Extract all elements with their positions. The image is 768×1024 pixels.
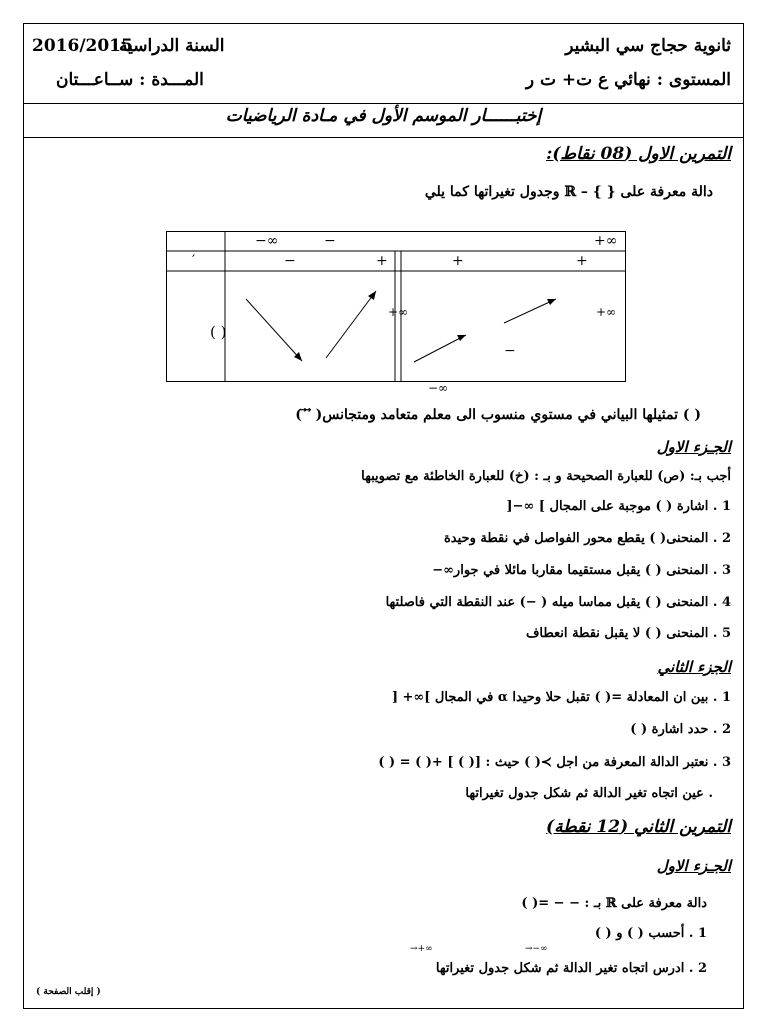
- ex1-part1-item-5: 5 . المنحنى ( ) لا يقبل نقطة انعطاف: [525, 626, 731, 641]
- arrow-increasing-1: [326, 291, 376, 358]
- table-x-plus-inf: +∞: [594, 233, 618, 249]
- ex1-part2-item-1: 1 . بين ان المعادلة =( ) تقبل حلا وحيدا α في المجال ]∞+ [: [391, 690, 731, 705]
- table-sign-2: +: [376, 253, 388, 269]
- variation-table: [166, 231, 626, 395]
- ex1-part2-item-2: 2 . حدد اشارة ( ): [630, 722, 731, 737]
- ex1-part2-title: الجزء الثاني: [657, 658, 731, 676]
- table-value-minus: −: [504, 343, 516, 359]
- table-sign-4: +: [576, 253, 588, 269]
- arrow-decreasing-1: [246, 299, 302, 361]
- exercise1-intro: دالة معرفة على { } – ℝ وجدول تغيراتها كما يلي: [424, 184, 713, 200]
- table-x-minus-inf: −∞: [255, 233, 279, 249]
- table-value-plus-inf-1: +∞: [388, 305, 409, 319]
- table-derivative-label: ′: [192, 253, 196, 269]
- ex1-part1-item-3: 3 . المنحنى ( ) يقبل مستقيما مقاربا مائلا في جوار∞−: [432, 563, 731, 578]
- school-year-label: السنة الدراسية: [119, 36, 225, 56]
- turn-page-note: ( إقلب الصفحة ): [36, 987, 101, 997]
- header-divider: [24, 103, 743, 104]
- table-value-plus-inf-2: +∞: [596, 305, 617, 319]
- exercise2-title: التمرين الثاني (12 نقطة): [546, 817, 731, 837]
- ex2-part1-item-2: 2 . ادرس اتجاه تغير الدالة ثم شكل جدول تغيراتها: [435, 961, 707, 976]
- exam-page: [23, 23, 744, 1009]
- ex2-part1-item-1: 1 . أحسب ( ) و ( ): [594, 926, 707, 941]
- table-sign-3: +: [452, 253, 464, 269]
- exam-title: إختبــــــار الموسم الأول في مـادة الرياضيات: [225, 106, 542, 126]
- ex1-part1-item-1: 1 . اشارة ( ) موجبة على المجال ] ∞−[: [506, 499, 731, 514]
- table-function-label: ( ): [210, 323, 227, 341]
- curve-definition: ( ) تمثيلها البياني في مستوي منسوب الى معلم متعامد ومتجانس( ⃗ ⃗ ): [295, 407, 701, 423]
- exercise1-title: التمرين الاول (08 نقاط):: [546, 144, 731, 164]
- ex1-part1-item-4: 4 . المنحنى ( ) يقبل مماسا ميله ( −) عند النقطة التي فاصلتها: [385, 595, 731, 610]
- school-name: ثانوية حجاج سي البشير: [565, 36, 731, 56]
- school-year: 2016/2015: [32, 36, 133, 56]
- ex2-limit-minus-inf: →−∞: [525, 944, 548, 954]
- ex1-part2-item-3b: . عين اتجاه تغير الدالة ثم شكل جدول تغيراتها: [465, 786, 713, 801]
- level-line: المستوى : نهائي ع ت+ ت ر: [525, 70, 731, 90]
- ex1-part1-instruction: أجب بـ: (ص) للعبارة الصحيحة و بـ : (خ) للعبارة الخاطئة مع تصويبها: [361, 469, 731, 484]
- arrow-increasing-2: [414, 335, 466, 362]
- table-value-minus-inf: −∞: [428, 381, 449, 395]
- ex1-part2-item-3: 3 . نعتبر الدالة المعرفة من اجل ≻( ) حيث : [( ) ] +( ) = ( ): [378, 755, 731, 770]
- table-x-mid: −: [324, 233, 336, 249]
- duration-line: المـــدة : ســاعـــتان: [56, 70, 204, 90]
- ex1-part1-title: الجـزء الاول: [656, 438, 731, 456]
- arrow-increasing-3: [504, 299, 556, 323]
- ex2-part1-title: الجـزء الاول: [656, 857, 731, 875]
- table-sign-1: −: [284, 253, 296, 269]
- ex2-limit-plus-inf: →+∞: [410, 944, 433, 954]
- title-divider: [24, 137, 743, 138]
- ex1-part1-item-2: 2 . المنحنى( ) يقطع محور الفواصل في نقطة وحيدة: [443, 531, 731, 546]
- ex2-part1-intro: دالة معرفة على ℝ بـ : − − =( ): [521, 896, 707, 911]
